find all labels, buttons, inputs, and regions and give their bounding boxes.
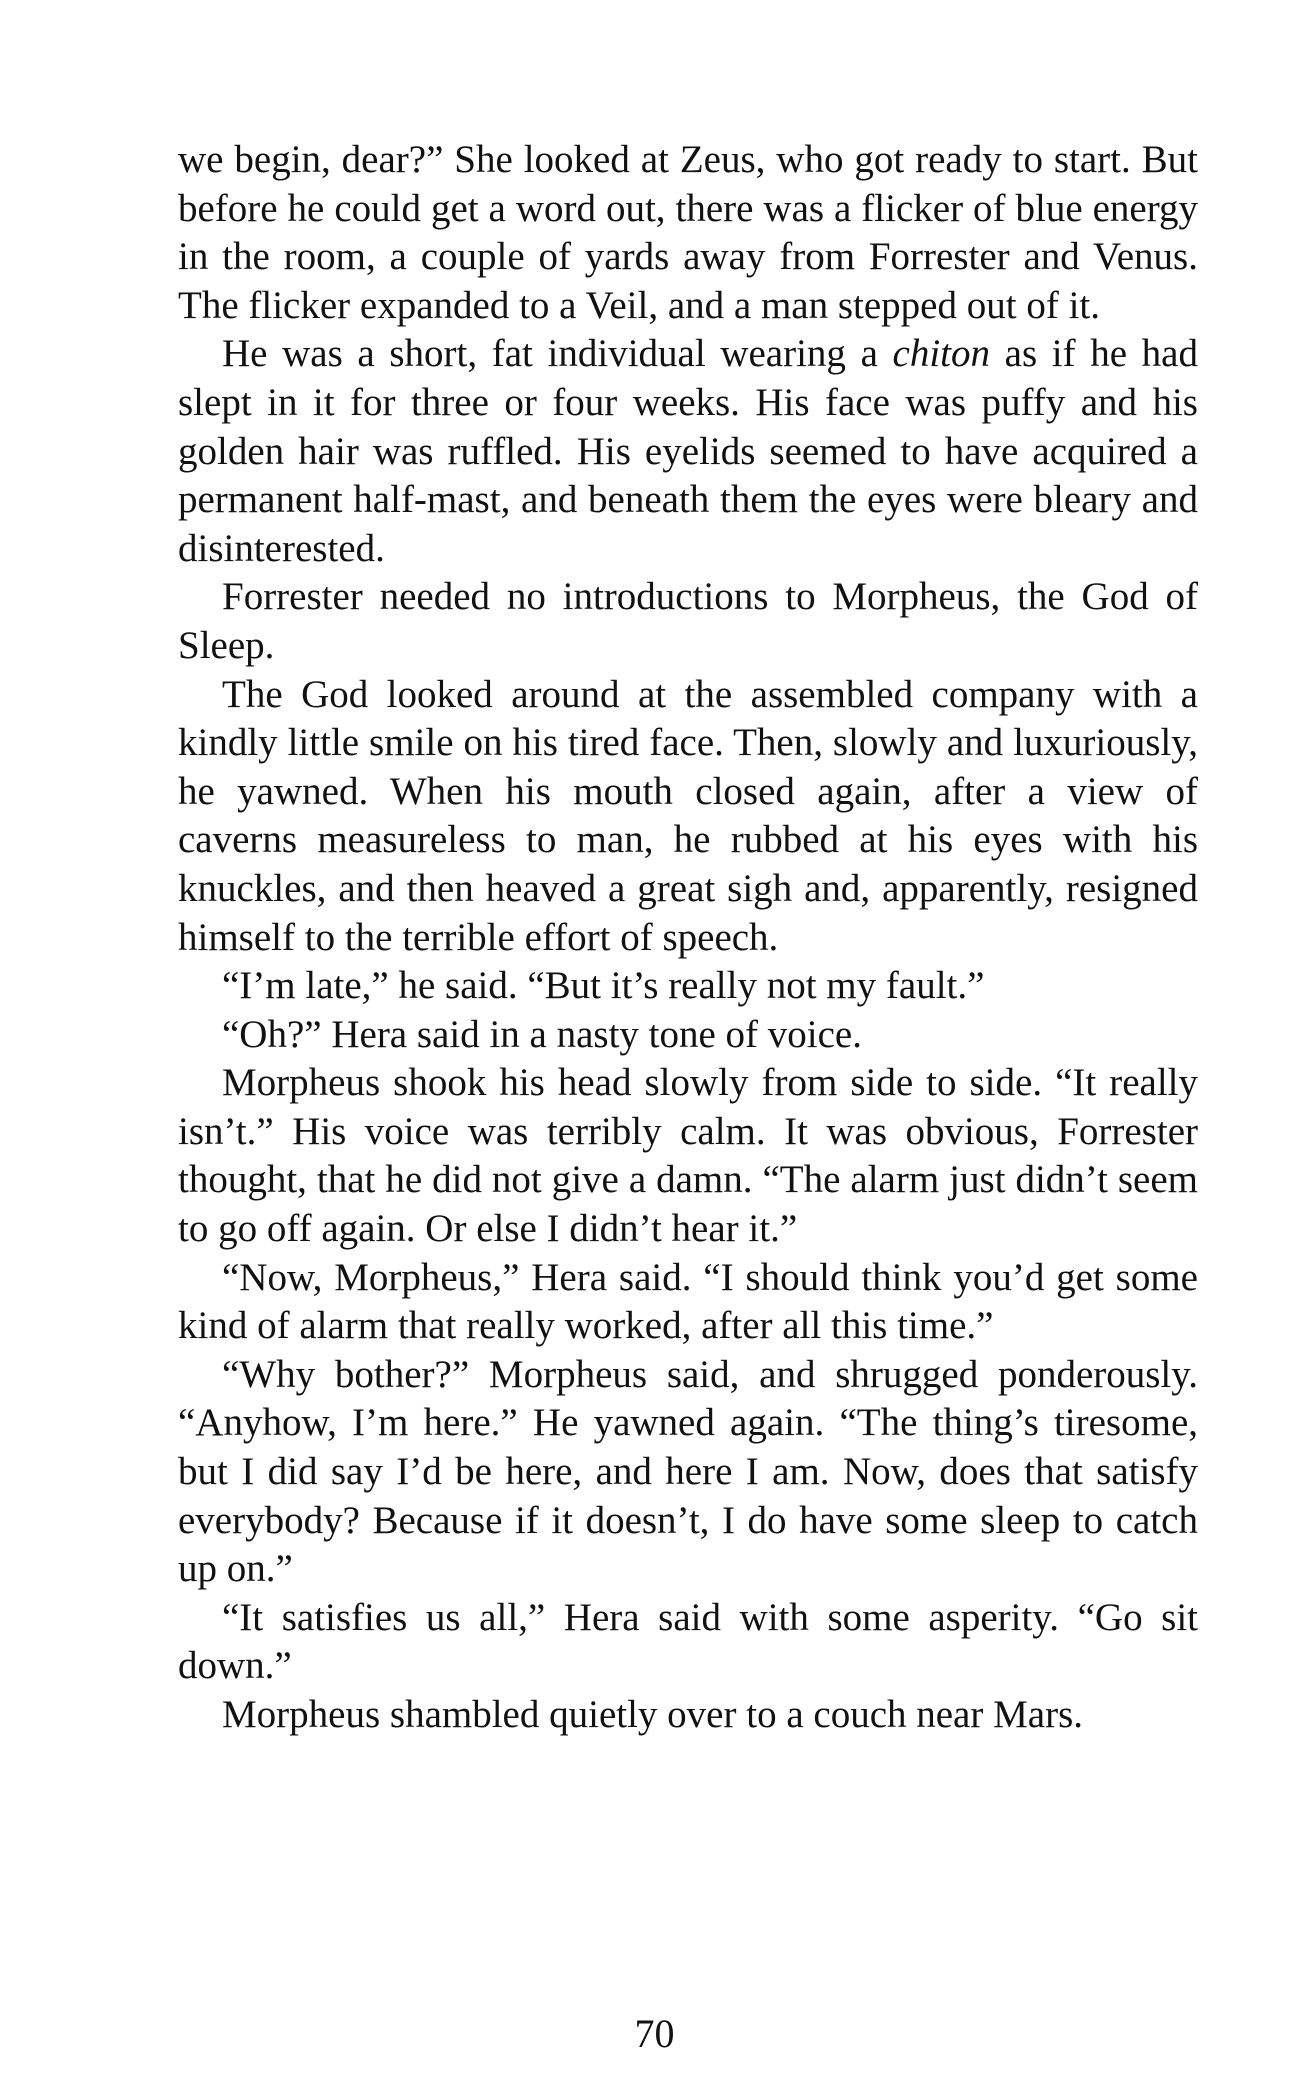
paragraph-1-text: we begin, dear?” She looked at Zeus, who got ready to start. But before he could get a word out, there was a flicker of blue energy in the room, a couple of yards away from Forrester and Venus. The flicker expanded to a Veil, and a man stepped out of it. bbox=[178, 138, 1198, 327]
paragraph-8-text: “Now, Morpheus,” Hera said. “I should think you’d get some kind of alarm that really worked, after all this time.” bbox=[178, 1255, 1198, 1348]
paragraph-6 bbox=[178, 1011, 1198, 1060]
paragraph-4 bbox=[178, 671, 1198, 963]
body-text bbox=[178, 136, 1198, 1740]
paragraph-9 bbox=[178, 1351, 1198, 1594]
paragraph-3 bbox=[178, 573, 1198, 670]
page-number: 70 bbox=[634, 2011, 675, 2056]
paragraph-1 bbox=[178, 136, 1198, 330]
paragraph-9-text: “Why bother?” Morpheus said, and shrugged ponderously. “Anyhow, I’m here.” He yawned again. “The thing’s tiresome, but I did say I’d be here, and here I am. Now, does that satisfy everybody? Because if it doesn’t, I do have some sleep to catch up on.” bbox=[178, 1352, 1198, 1591]
paragraph-2 bbox=[178, 330, 1198, 573]
paragraph-10-text: “It satisfies us all,” Hera said with some asperity. “Go sit down.” bbox=[178, 1595, 1198, 1688]
paragraph-7 bbox=[178, 1059, 1198, 1253]
paragraph-6-text: “Oh?” Hera said in a nasty tone of voice. bbox=[222, 1012, 862, 1056]
italic-word-chiton: chiton bbox=[892, 332, 990, 376]
paragraph-11-text: Morpheus shambled quietly over to a couch near Mars. bbox=[222, 1693, 1084, 1736]
paragraph-7-text: Morpheus shook his head slowly from side to side. “It really isn’t.” His voice was terribly calm. It was obvious, Forrester thought, that he did not give a damn. “The alarm just didn’t seem to go off again. Or else I didn’t hear it.” bbox=[178, 1061, 1198, 1251]
paragraph-2-text-end: as if he had slept in it for three or four weeks. His face was puffy and his golden hair was ruffled. His eyelids seemed to have acquired a permanent half-mast, and beneath them the eyes were bleary and disinterested. bbox=[178, 332, 1198, 570]
paragraph-11 bbox=[178, 1691, 1198, 1740]
paragraph-2-text-start: He was a short, fat individual wearing a bbox=[222, 332, 893, 376]
paragraph-3-text: Forrester needed no introductions to Morpheus, the God of Sleep. bbox=[178, 575, 1198, 667]
paragraph-4-text: The God looked around at the assembled company with a kindly little smile on his tired face. Then, slowly and luxuriously, he yawned. When his mouth closed again, after a view of caverns measureless to man, he rubbed at his eyes with his knuckles, and then heaved a great sigh and, apparently, resigned himself to the terrible effort of speech. bbox=[178, 672, 1198, 959]
paragraph-5-text: “I’m late,” he said. “But it’s really not my fault.” bbox=[222, 964, 985, 1008]
paragraph-5 bbox=[178, 962, 1198, 1011]
paragraph-8 bbox=[178, 1254, 1198, 1351]
paragraph-10 bbox=[178, 1594, 1198, 1691]
